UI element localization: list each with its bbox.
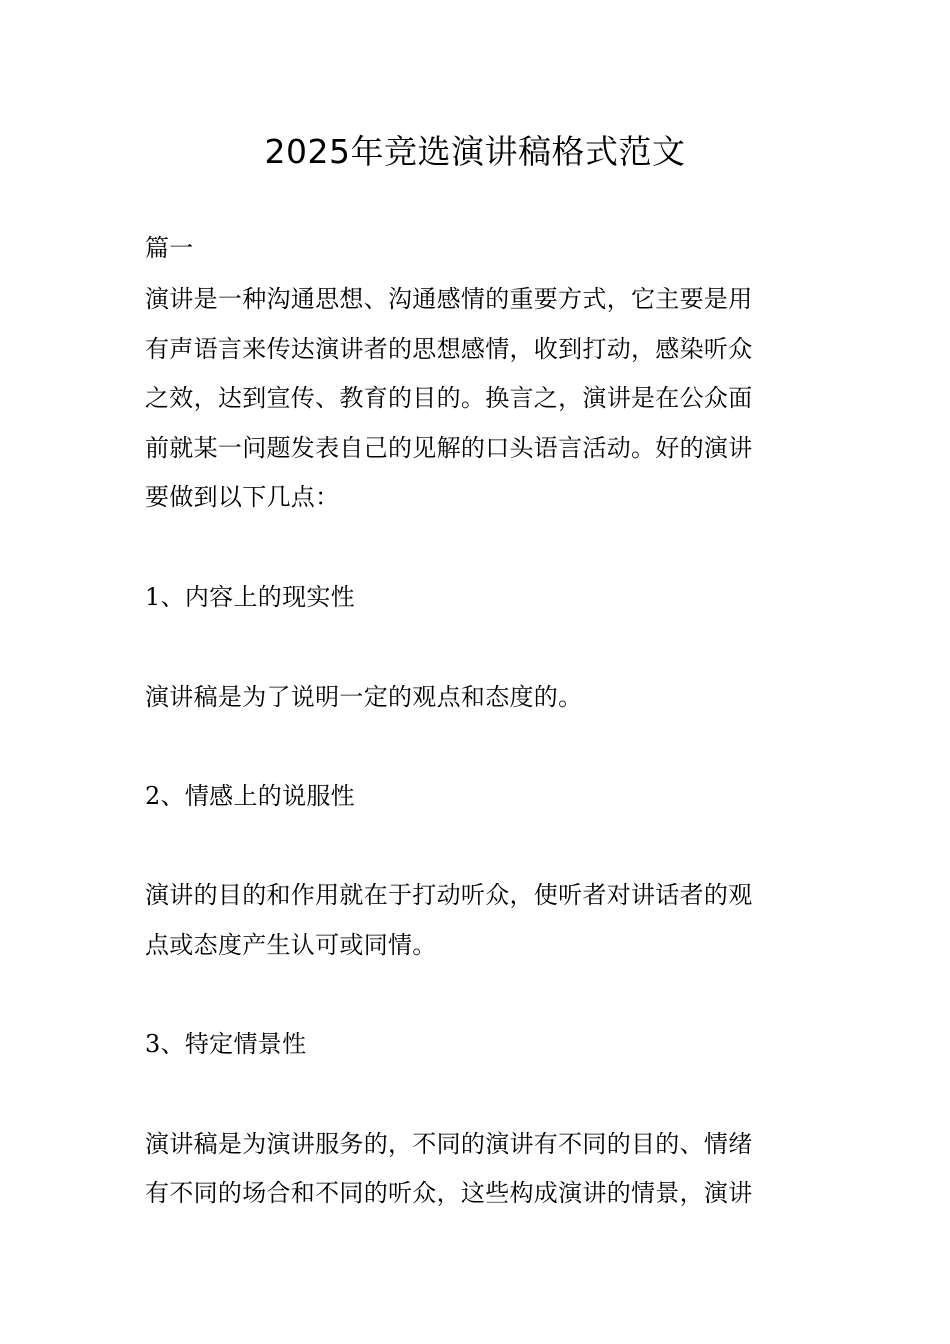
section-label: 篇一 xyxy=(145,234,194,262)
document-title: 2025年竞选演讲稿格式范文 xyxy=(264,132,686,171)
point-2-line-1: 演讲的目的和作用就在于打动听众，使听者对讲话者的观 xyxy=(145,881,753,909)
point-1-body: 演讲稿是为了说明一定的观点和态度的。 xyxy=(145,683,583,711)
intro-line-4: 前就某一问题发表自己的见解的口头语言活动。好的演讲 xyxy=(145,434,753,462)
intro-line-5: 要做到以下几点： xyxy=(145,483,340,511)
point-1-heading: 1、内容上的现实性 xyxy=(145,583,355,611)
intro-line-2: 有声语言来传达演讲者的思想感情，收到打动，感染听众 xyxy=(145,335,753,363)
point-3-line-1: 演讲稿是为演讲服务的，不同的演讲有不同的目的、情绪 xyxy=(145,1130,753,1158)
point-3-heading: 3、特定情景性 xyxy=(145,1030,307,1058)
intro-line-3: 之效，达到宣传、教育的目的。换言之，演讲是在公众面 xyxy=(145,384,753,412)
point-3-line-2: 有不同的场合和不同的听众，这些构成演讲的情景，演讲 xyxy=(145,1179,753,1207)
intro-line-1: 演讲是一种沟通思想、沟通感情的重要方式，它主要是用 xyxy=(145,285,753,313)
point-2-line-2: 点或态度产生认可或同情。 xyxy=(145,931,437,959)
point-2-heading: 2、情感上的说服性 xyxy=(145,782,355,810)
